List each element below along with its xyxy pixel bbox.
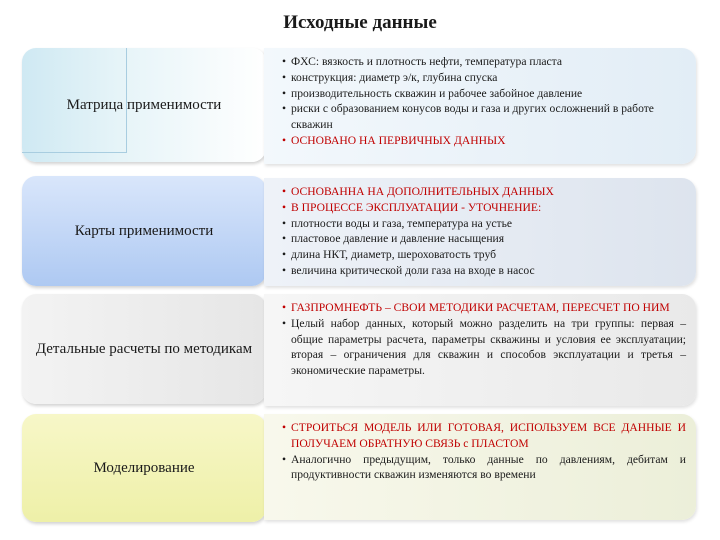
details-list bbox=[282, 300, 686, 379]
list-item-highlight: • ОСНОВАНО НА ПЕРВИЧНЫХ ДАННЫХ bbox=[282, 133, 686, 149]
detailed-calculations-details bbox=[264, 294, 696, 406]
list-item-highlight: • ГАЗПРОМНЕФТЬ – СВОИ МЕТОДИКИ РАСЧЕТАМ, ПЕРЕСЧЕТ ПО НИМ bbox=[282, 300, 686, 316]
list-item: • Целый набор данных, который можно разделить на три группы: первая – общие параметры расчета, параметры скважины и условия ее эксплуатации; вторая – ограничения для скважин и способов эксплуатации и третья – экономические параметры. bbox=[282, 316, 686, 379]
list-item: • плотности воды и газа, температура на устье bbox=[282, 216, 686, 232]
list-item-highlight: • ОСНОВАННА НА ДОПОЛНИТЕЛЬНЫХ ДАННЫХ bbox=[282, 184, 686, 200]
detailed-calculations-box bbox=[22, 294, 266, 404]
list-item: • Аналогично предыдущим, только данные по давлениям, дебитам и продуктивности скважин изменяются во времени bbox=[282, 452, 686, 484]
modeling-details bbox=[264, 414, 696, 520]
details-list bbox=[282, 420, 686, 483]
list-item: • длина НКТ, диаметр, шероховатость труб bbox=[282, 247, 686, 263]
matrix-applicability-details bbox=[264, 48, 696, 164]
details-list bbox=[282, 184, 686, 279]
maps-applicability-details bbox=[264, 178, 696, 286]
list-item: • риски с образованием конусов воды и газа и других осложнений в работе скважин bbox=[282, 101, 686, 133]
modeling-label: Моделирование bbox=[93, 459, 195, 476]
modeling-box bbox=[22, 414, 266, 522]
matrix-applicability-label: Матрица применимости bbox=[66, 96, 222, 113]
maps-applicability-box bbox=[22, 176, 266, 286]
list-item-highlight: • СТРОИТЬСЯ МОДЕЛЬ ИЛИ ГОТОВАЯ, ИСПОЛЬЗУЕМ ВСЕ ДАННЫЕ И ПОЛУЧАЕМ ОБРАТНУЮ СВЯЗЬ с ПЛАСТОМ bbox=[282, 420, 686, 452]
list-item: • величина критической доли газа на входе в насос bbox=[282, 263, 686, 279]
list-item: • пластовое давление и давление насыщения bbox=[282, 231, 686, 247]
list-item: • ФХС: вязкость и плотность нефти, температура пласта bbox=[282, 54, 686, 70]
maps-applicability-label: Карты применимости bbox=[74, 222, 214, 239]
list-item-highlight: • В ПРОЦЕССЕ ЭКСПЛУАТАЦИИ - УТОЧНЕНИЕ: bbox=[282, 200, 686, 216]
matrix-applicability-box bbox=[22, 48, 266, 162]
page-title: Исходные данные bbox=[283, 12, 437, 33]
detailed-calculations-label: Детальные расчеты по методикам bbox=[35, 340, 253, 357]
list-item: • конструкция: диаметр э/к, глубина спуска bbox=[282, 70, 686, 86]
details-list bbox=[282, 54, 686, 149]
list-item: • производительность скважин и рабочее забойное давление bbox=[282, 86, 686, 102]
